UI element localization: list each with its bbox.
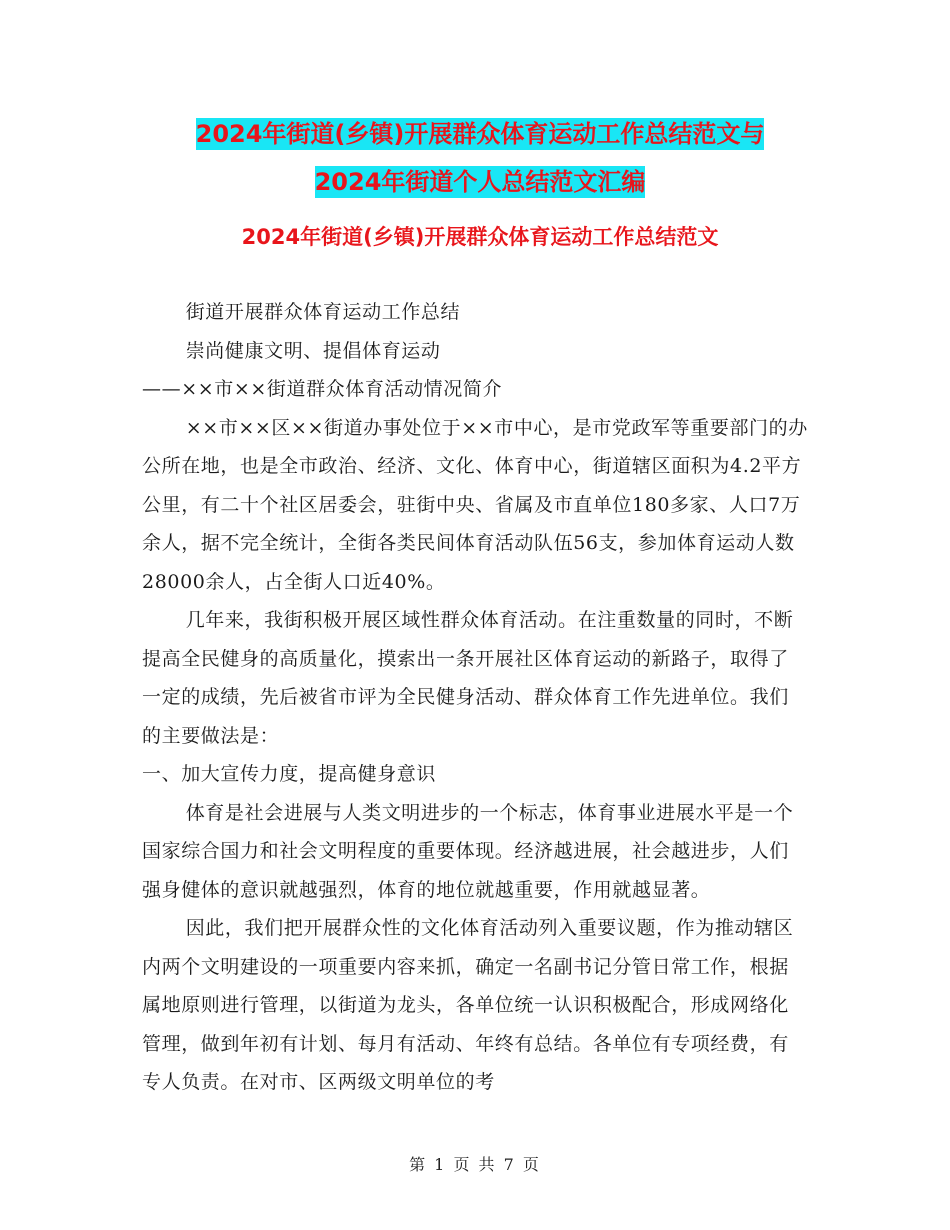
paragraph: 几年来，我街积极开展区域性群众体育活动。在注重数量的同时，不断提高全民健身的高质量化，摸索出一条开展社区体育运动的新路子，取得了一定的成绩，先后被省市评为全民健身活动、群众体育工作先进单位。我们的主要做法是：: [142, 609, 794, 747]
paragraph: 因此，我们把开展群众性的文化体育活动列入重要议题，作为推动辖区内两个文明建设的一项重要内容来抓，确定一名副书记分管日常工作，根据属地原则进行管理，以街道为龙头，各单位统一认识积极配合，形成网络化管理，做到年初有计划、每月有活动、年终有总结。各单位有专项经费，有专人负责。在对市、区两级文明单位的考: [142, 917, 794, 1093]
paragraph-heading: 街道开展群众体育运动工作总结: [185, 301, 461, 323]
main-title-line-2: 2024年街道个人总结范文汇编: [314, 168, 646, 196]
paragraph-intro-title: ——××市××街道群众体育活动情况简介: [142, 378, 503, 400]
main-title-line-1: 2024年街道(乡镇)开展群众体育运动工作总结范文与: [195, 120, 765, 148]
paragraph: 体育是社会进展与人类文明进步的一个标志，体育事业进展水平是一个国家综合国力和社会文明程度的重要体现。经济越进展，社会越进步，人们强身健体的意识就越强烈，体育的地位就越重要，作用就越显著。: [142, 801, 794, 901]
page-footer: 第 1 页 共 7 页: [409, 1155, 541, 1174]
section-title: 2024年街道(乡镇)开展群众体育运动工作总结范文: [241, 225, 719, 249]
paragraph: ××市××区××街道办事处位于××市中心，是市党政军等重要部门的办公所在地，也是全市政治、经济、文化、体育中心，街道辖区面积为4.2平方公里，有二十个社区居委会，驻街中央、省属及市直单位180多家、人口7万余人，据不完全统计，全街各类民间体育活动队伍56支，参加体育运动人数28000余人，占全街人口近40%。: [142, 416, 808, 593]
paragraph-slogan: 崇尚健康文明、提倡体育运动: [185, 339, 441, 362]
document-body: [142, 293, 808, 1102]
section-heading: 一、加大宣传力度，提高健身意识: [142, 763, 437, 785]
main-title: [140, 110, 820, 206]
